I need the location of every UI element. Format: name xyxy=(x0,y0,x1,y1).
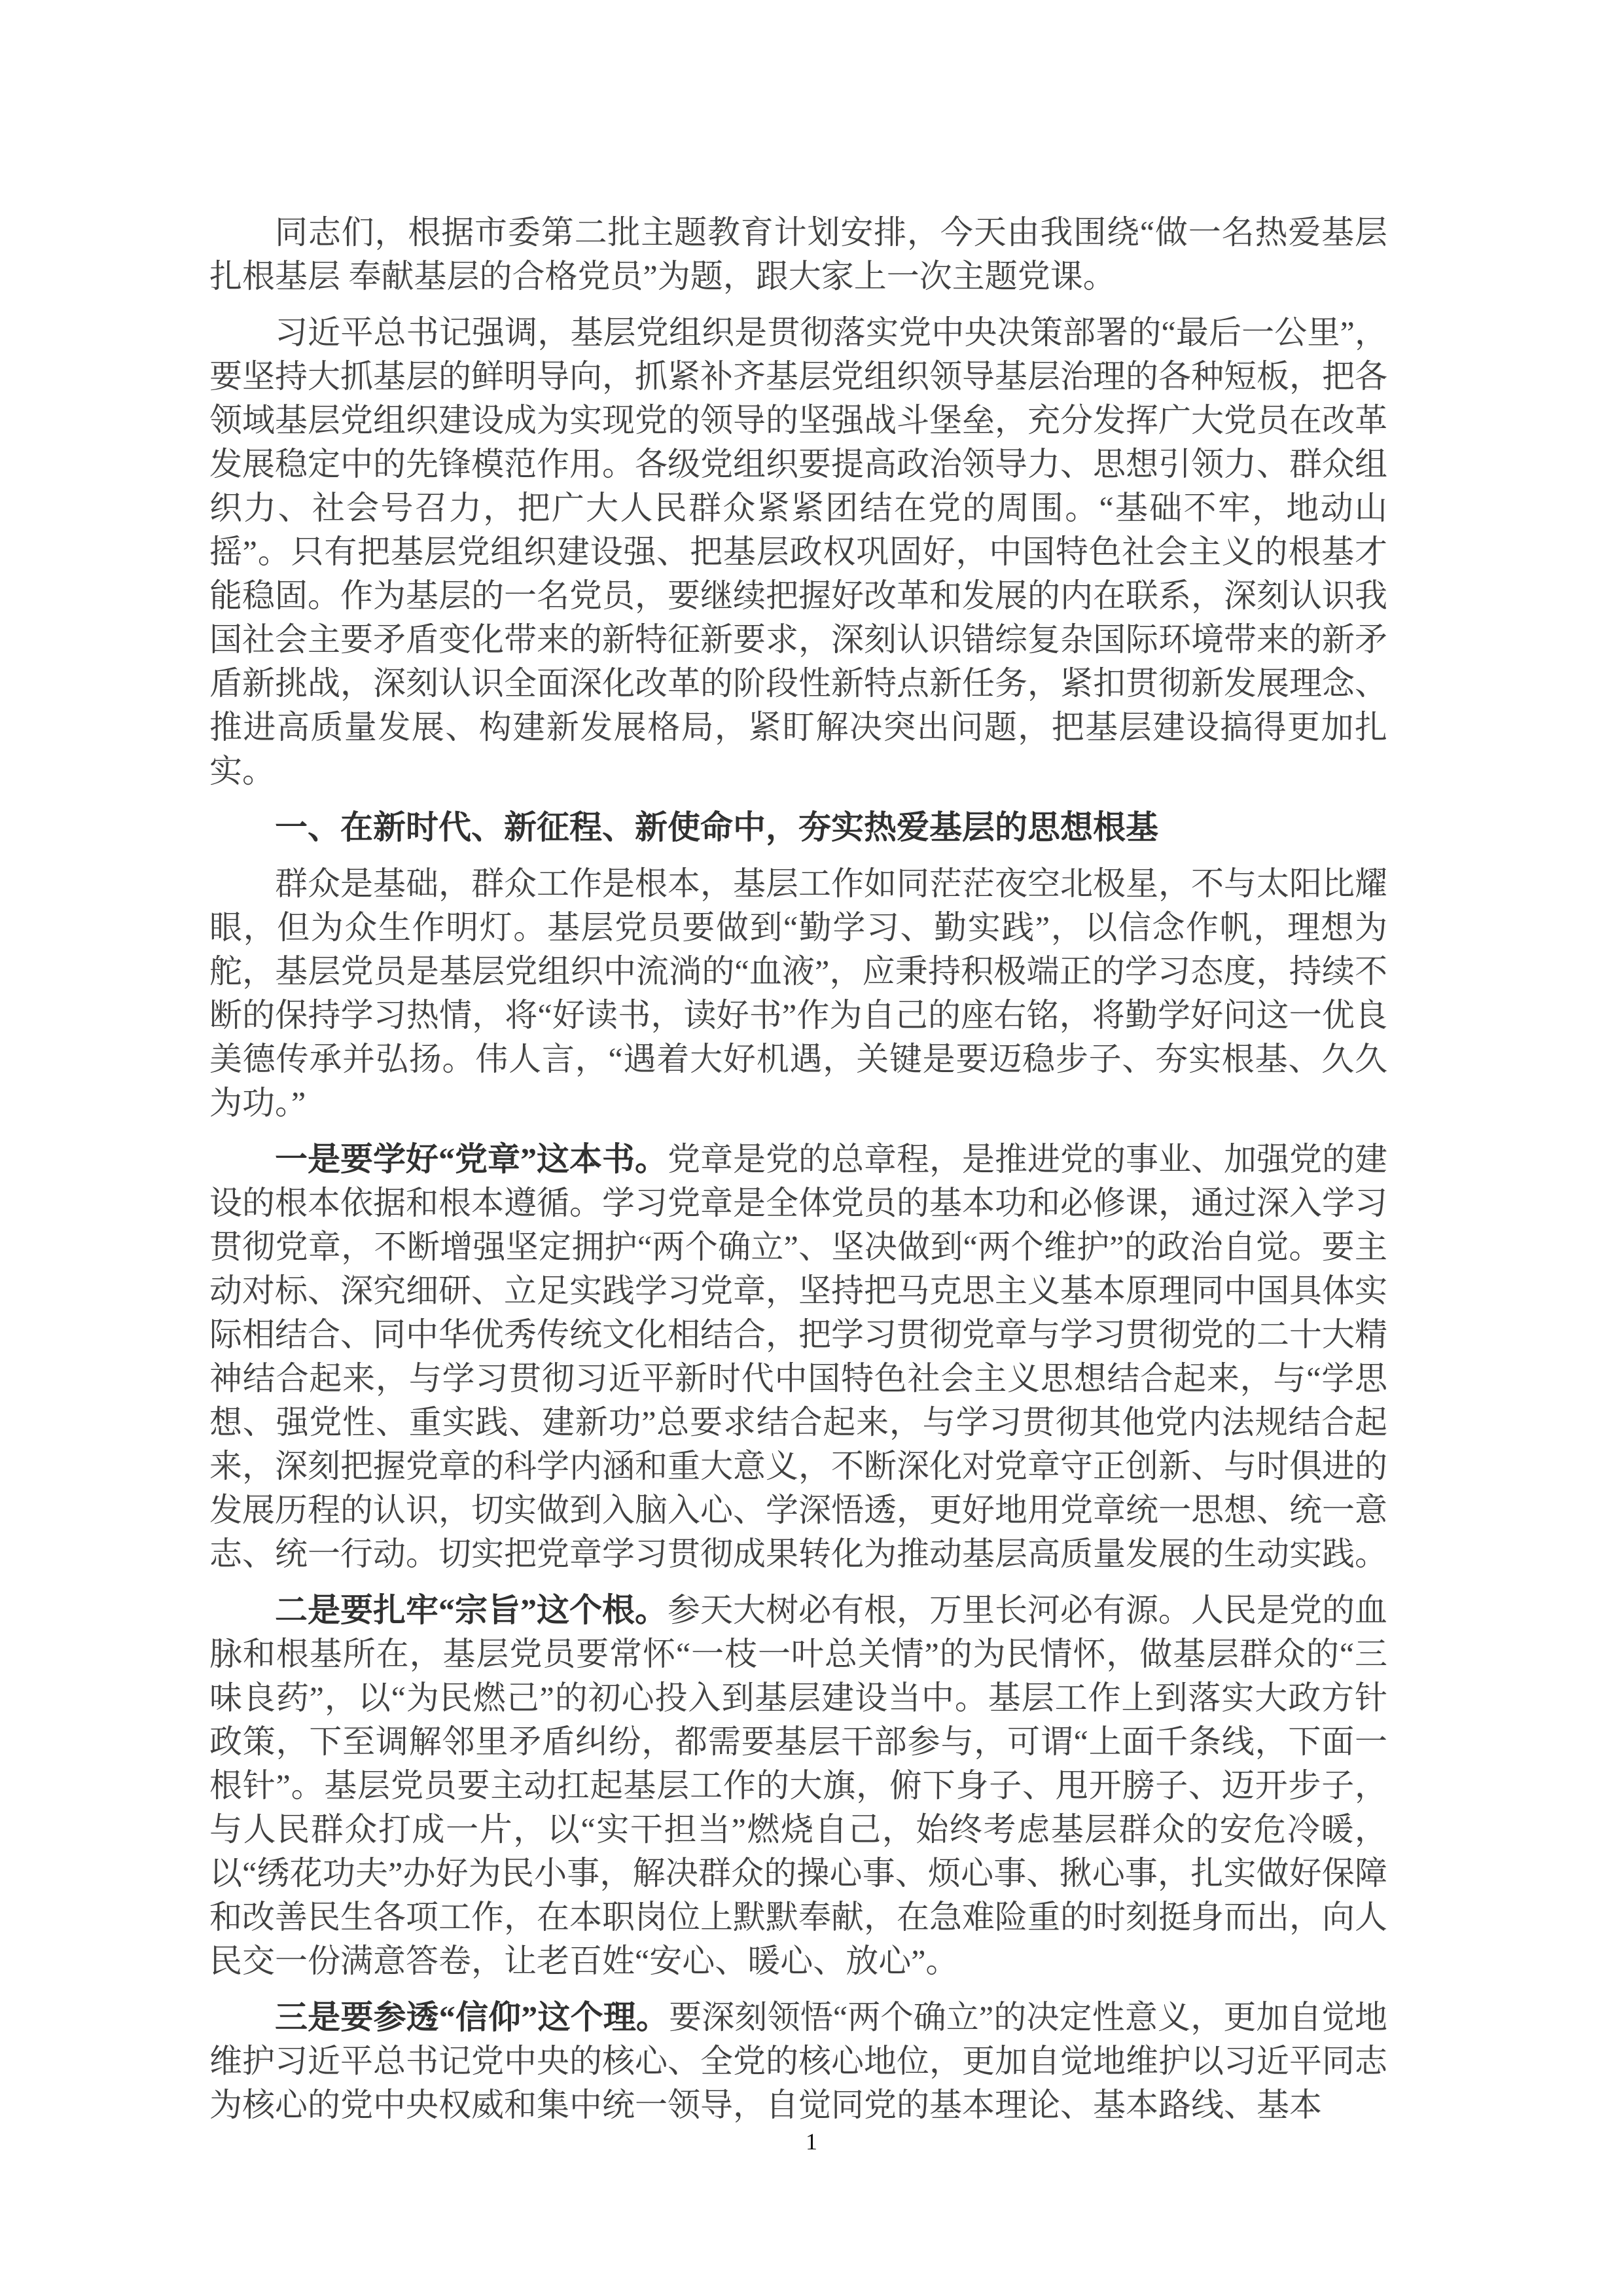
point-1-paragraph xyxy=(209,1138,1387,1576)
point-3-body: 要深刻领悟“两个确立”的决定性意义，更加自觉地维护习近平总书记党中央的核心、全党的核心地位，更加自觉地维护以习近平同志为核心的党中央权威和集中统一领导，自觉同党的基本理论、基本路线、基本 xyxy=(209,1999,1388,2123)
point-3-paragraph xyxy=(209,1996,1387,2127)
paragraph-masses-foundation: 群众是基础，群众工作是根本，基层工作如同茫茫夜空北极星，不与太阳比耀眼，但为众生作明灯。基层党员要做到“勤学习、勤实践”，以信念作帆，理想为舵，基层党员是基层党组织中流淌的“血液”，应秉持积极端正的学习态度，持续不断的保持学习热情，将“好读书，读好书”作为自己的座右铭，将勤学好问这一优良美德传承并弘扬。伟人言，“遇着大好机遇，关键是要迈稳步子、夯实根基、久久为功。” xyxy=(209,865,1387,1121)
point-2-body: 参天大树必有根，万里长河必有源。人民是党的血脉和根基所在，基层党员要常怀“一枝一叶总关情”的为民情怀，做基层群众的“三味良药”，以“为民燃己”的初心投入到基层建设当中。基层工作上到落实大政方针政策，下至调解邻里矛盾纠纷，都需要基层干部参与，可谓“上面千条线，下面一根针”。基层党员要主动扛起基层工作的大旗，俯下身子、甩开膀子、迈开步子，与人民群众打成一片，以“实干担当”燃烧自己，始终考虑基层群众的安危冷暖，以“绣花功夫”办好为民小事，解决群众的操心事、烦心事、揪心事，扎实做好保障和改善民生各项工作，在本职岗位上默默奉献，在急难险重的时刻挺身而出，向人民交一份满意答卷，让老百姓“安心、暖心、放心”。 xyxy=(209,1592,1387,1979)
point-1-body: 党章是党的总章程，是推进党的事业、加强党的建设的根本依据和根本遵循。学习党章是全体党员的基本功和必修课，通过深入学习贯彻党章，不断增强坚定拥护“两个确立”、坚决做到“两个维护”的政治自觉。要主动对标、深究细研、立足实践学习党章，坚持把马克思主义基本原理同中国具体实际相结合、同中华优秀传统文化相结合，把学习贯彻党章与学习贯彻党的二十大精神结合起来，与学习贯彻习近平新时代中国特色社会主义思想结合起来，与“学思想、强党性、重实践、建新功”总要求结合起来，与学习贯彻其他党内法规结合起来，深刻把握党章的科学内涵和重大意义，不断深化对党章守正创新、与时俱进的发展历程的认识，切实做到入脑入心、学深悟透，更好地用党章统一思想、统一意志、统一行动。切实把党章学习贯彻成果转化为推动基层高质量发展的生动实践。 xyxy=(209,1141,1387,1572)
document-content xyxy=(209,211,1387,2140)
point-2-lead: 二是要扎牢“宗旨”这个根。 xyxy=(275,1592,668,1628)
point-2-paragraph xyxy=(209,1588,1387,1983)
page-number: 1 xyxy=(806,2128,817,2155)
point-3-lead: 三是要参透“信仰”这个理。 xyxy=(275,1999,669,2036)
section-1-heading: 一、在新时代、新征程、新使命中，夯实热爱基层的思想根基 xyxy=(275,809,1158,846)
paragraph-intro: 同志们，根据市委第二批主题教育计划安排，今天由我围绕“做一名热爱基层 扎根基层 奉献基层的合格党员”为题，跟大家上一次主题党课。 xyxy=(209,214,1387,295)
page-footer xyxy=(0,2128,1623,2155)
point-1-lead: 一是要学好“党章”这本书。 xyxy=(275,1141,668,1177)
paragraph-xi-emphasis: 习近平总书记强调，基层党组织是贯彻落实党中央决策部署的“最后一公里”，要坚持大抓基层的鲜明导向，抓紧补齐基层党组织领导基层治理的各种短板，把各领域基层党组织建设成为实现党的领导的坚强战斗堡垒，充分发挥广大党员在改革发展稳定中的先锋模范作用。各级党组织要提高政治领导力、思想引领力、群众组织力、社会号召力，把广大人民群众紧紧团结在党的周围。“基础不牢，地动山摇”。只有把基层党组织建设强、把基层政权巩固好，中国特色社会主义的根基才能稳固。作为基层的一名党员，要继续把握好改革和发展的内在联系，深刻认识我国社会主要矛盾变化带来的新特征新要求，深刻认识错综复杂国际环境带来的新矛盾新挑战，深刻认识全面深化改革的阶段性新特点新任务，紧扣贯彻新发展理念、推进高质量发展、构建新发展格局，紧盯解决突出问题，把基层建设搞得更加扎实。 xyxy=(209,314,1387,789)
